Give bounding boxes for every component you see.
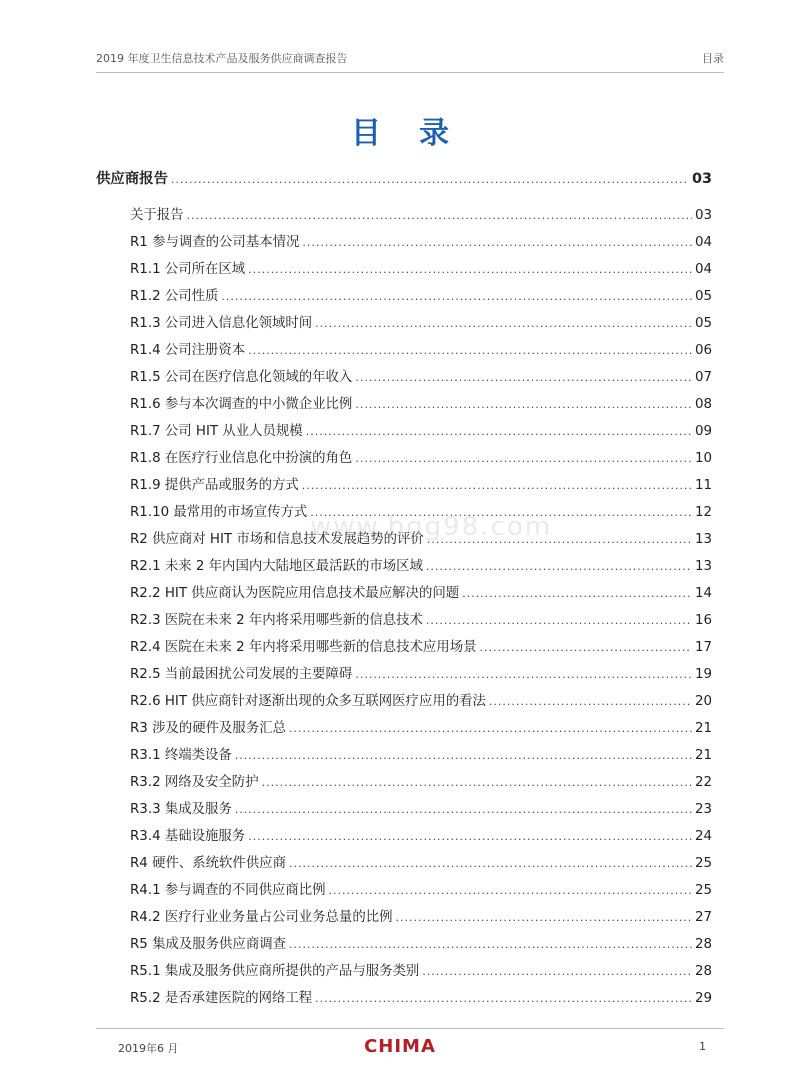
toc-entry-label: 供应商报告 (96, 171, 168, 187)
toc-entry-page: 21 (694, 721, 712, 736)
toc-leader-dots (479, 634, 691, 661)
chima-logo: CHIMA (364, 1036, 436, 1057)
toc-leader-dots (489, 688, 692, 715)
page-title: 目录 (351, 116, 487, 151)
toc-entry-page: 12 (694, 505, 712, 520)
toc-entry-label: R4.2 医疗行业业务量占公司业务总量的比例 (130, 910, 393, 925)
toc-entry[interactable] (96, 472, 712, 499)
toc-entry-page: 07 (694, 370, 712, 385)
toc-entry-label: R1.3 公司进入信息化领域时间 (130, 316, 313, 331)
toc-entry-page: 09 (694, 424, 712, 439)
toc-entry-page: 28 (694, 964, 712, 979)
toc-entry[interactable] (96, 634, 712, 661)
toc-leader-dots (426, 553, 692, 580)
toc-entry[interactable] (96, 499, 712, 526)
section-label: 目录 (702, 52, 724, 65)
toc-section-heading[interactable] (96, 166, 712, 198)
toc-entry-label: R1.4 公司注册资本 (130, 343, 246, 358)
footer-divider (96, 1028, 724, 1029)
toc-entry-page: 10 (694, 451, 712, 466)
toc-entry-page: 06 (694, 343, 712, 358)
toc-leader-dots (355, 445, 692, 472)
toc-entry-label: R3.2 网络及安全防护 (130, 775, 259, 790)
toc-entry-label: R5 集成及服务供应商调查 (130, 937, 286, 952)
toc-entry-label: R5.1 集成及服务供应商所提供的产品与服务类别 (130, 964, 420, 979)
toc-entry-page: 29 (694, 991, 712, 1006)
toc-entry[interactable] (96, 769, 712, 796)
toc-leader-dots (289, 931, 692, 958)
toc-entry-page: 25 (694, 856, 712, 871)
toc-entry[interactable] (96, 229, 712, 256)
toc-entry-page: 04 (694, 235, 712, 250)
toc-leader-dots (355, 391, 692, 418)
toc-leader-dots (248, 337, 692, 364)
toc-entry-page: 14 (694, 586, 712, 601)
toc-entry[interactable] (96, 850, 712, 877)
toc-entry[interactable] (96, 337, 712, 364)
toc-entry[interactable] (96, 418, 712, 445)
toc-entry[interactable] (96, 931, 712, 958)
header-divider (96, 72, 724, 73)
toc-entry-label: R1.2 公司性质 (130, 289, 219, 304)
toc-entry[interactable] (96, 202, 712, 229)
toc-entry[interactable] (96, 742, 712, 769)
toc-entry-page: 04 (694, 262, 712, 277)
toc-entry-page: 08 (694, 397, 712, 412)
toc-entry-page: 05 (694, 289, 712, 304)
toc-entry[interactable] (96, 283, 712, 310)
toc-entry-page: 03 (694, 208, 712, 223)
toc-leader-dots (248, 823, 692, 850)
toc-entry-page: 25 (694, 883, 712, 898)
toc-leader-dots (396, 904, 692, 931)
toc-entry-label: R3.3 集成及服务 (130, 802, 232, 817)
toc-leader-dots (171, 167, 689, 193)
toc-leader-dots (302, 229, 692, 256)
toc-entry-page: 24 (694, 829, 712, 844)
toc-entry-page: 13 (694, 532, 712, 547)
toc-entry[interactable] (96, 688, 712, 715)
toc-entry[interactable] (96, 526, 712, 553)
toc-entry[interactable] (96, 364, 712, 391)
toc-leader-dots (329, 877, 692, 904)
toc-entry-page: 16 (694, 613, 712, 628)
toc-entry-page: 03 (691, 171, 712, 187)
toc-entry[interactable] (96, 607, 712, 634)
toc-entry-label: R1.6 参与本次调查的中小微企业比例 (130, 397, 353, 412)
toc-entry-label: R1.1 公司所在区域 (130, 262, 246, 277)
toc-leader-dots (302, 472, 692, 499)
toc-entry-label: R3 涉及的硬件及服务汇总 (130, 721, 286, 736)
toc-entry-label: R3.1 终端类设备 (130, 748, 232, 763)
toc-entry-label: R1.9 提供产品或服务的方式 (130, 478, 299, 493)
toc-leader-dots (310, 499, 692, 526)
toc-entry[interactable] (96, 796, 712, 823)
toc-entry-page: 19 (694, 667, 712, 682)
toc-entry-page: 27 (694, 910, 712, 925)
toc-entry-label: R1.10 最常用的市场宣传方式 (130, 505, 308, 520)
toc-entry[interactable] (96, 661, 712, 688)
toc-entry[interactable] (96, 877, 712, 904)
toc-entry-label: R2.1 未来 2 年内国内大陆地区最活跃的市场区域 (130, 559, 423, 574)
toc-entry[interactable] (96, 310, 712, 337)
toc-entry[interactable] (96, 715, 712, 742)
toc-entry[interactable] (96, 823, 712, 850)
toc-leader-dots (427, 526, 692, 553)
toc-entry-label: R4 硬件、系统软件供应商 (130, 856, 286, 871)
toc-leader-dots (315, 310, 692, 337)
toc-entry-label: 关于报告 (130, 208, 184, 223)
toc-leader-dots (355, 364, 692, 391)
toc-leader-dots (221, 283, 692, 310)
toc-entry-label: R4.1 参与调查的不同供应商比例 (130, 883, 326, 898)
toc-leader-dots (235, 796, 692, 823)
toc-entry-label: R2.4 医院在未来 2 年内将采用哪些新的信息技术应用场景 (130, 640, 477, 655)
toc-entry[interactable] (96, 958, 712, 985)
toc-entry-label: R2.3 医院在未来 2 年内将采用哪些新的信息技术 (130, 613, 423, 628)
toc-entry-page: 28 (694, 937, 712, 952)
toc-leader-dots (289, 715, 692, 742)
toc-entry-page: 21 (694, 748, 712, 763)
toc-entry-label: R2.2 HIT 供应商认为医院应用信息技术最应解决的问题 (130, 586, 460, 601)
toc-entry[interactable] (96, 553, 712, 580)
toc-entry-label: R2.5 当前最困扰公司发展的主要障碍 (130, 667, 353, 682)
toc-entry-label: R1 参与调查的公司基本情况 (130, 235, 300, 250)
toc-entry-page: 20 (694, 694, 712, 709)
toc-entry[interactable] (96, 445, 712, 472)
page-number: 1 (699, 1040, 706, 1053)
toc-entry-page: 11 (694, 478, 712, 493)
toc-entry-label: R1.5 公司在医疗信息化领域的年收入 (130, 370, 353, 385)
toc-entry[interactable] (96, 580, 712, 607)
toc-entry-page: 23 (694, 802, 712, 817)
table-of-contents (96, 166, 712, 1012)
toc-entry-label: R2.6 HIT 供应商针对逐渐出现的众多互联网医疗应用的看法 (130, 694, 486, 709)
footer-date: 2019年6 月 (118, 1042, 179, 1055)
toc-entry[interactable] (96, 256, 712, 283)
toc-entry-label: R1.7 公司 HIT 从业人员规模 (130, 424, 303, 439)
toc-leader-dots (462, 580, 692, 607)
toc-leader-dots (248, 256, 692, 283)
toc-leader-dots (315, 985, 692, 1012)
toc-entry-page: 22 (694, 775, 712, 790)
toc-leader-dots (306, 418, 692, 445)
toc-leader-dots (187, 202, 692, 229)
report-title: 2019 年度卫生信息技术产品及服务供应商调查报告 (96, 52, 348, 65)
watermark: www.bgg98.com (310, 512, 553, 542)
toc-entry-label: R5.2 是否承建医院的网络工程 (130, 991, 313, 1006)
toc-leader-dots (262, 769, 692, 796)
toc-entry-page: 05 (694, 316, 712, 331)
toc-leader-dots (422, 958, 692, 985)
toc-entry[interactable] (96, 985, 712, 1012)
toc-entry-page: 17 (694, 640, 712, 655)
toc-entry-label: R1.8 在医疗行业信息化中扮演的角色 (130, 451, 353, 466)
toc-leader-dots (426, 607, 692, 634)
toc-leader-dots (289, 850, 692, 877)
toc-leader-dots (235, 742, 692, 769)
toc-entry[interactable] (96, 391, 712, 418)
toc-entry[interactable] (96, 904, 712, 931)
page-header (96, 50, 724, 70)
toc-entry-label: R3.4 基础设施服务 (130, 829, 246, 844)
toc-leader-dots (355, 661, 692, 688)
toc-entry-page: 13 (694, 559, 712, 574)
toc-entry-label: R2 供应商对 HIT 市场和信息技术发展趋势的评价 (130, 532, 424, 547)
